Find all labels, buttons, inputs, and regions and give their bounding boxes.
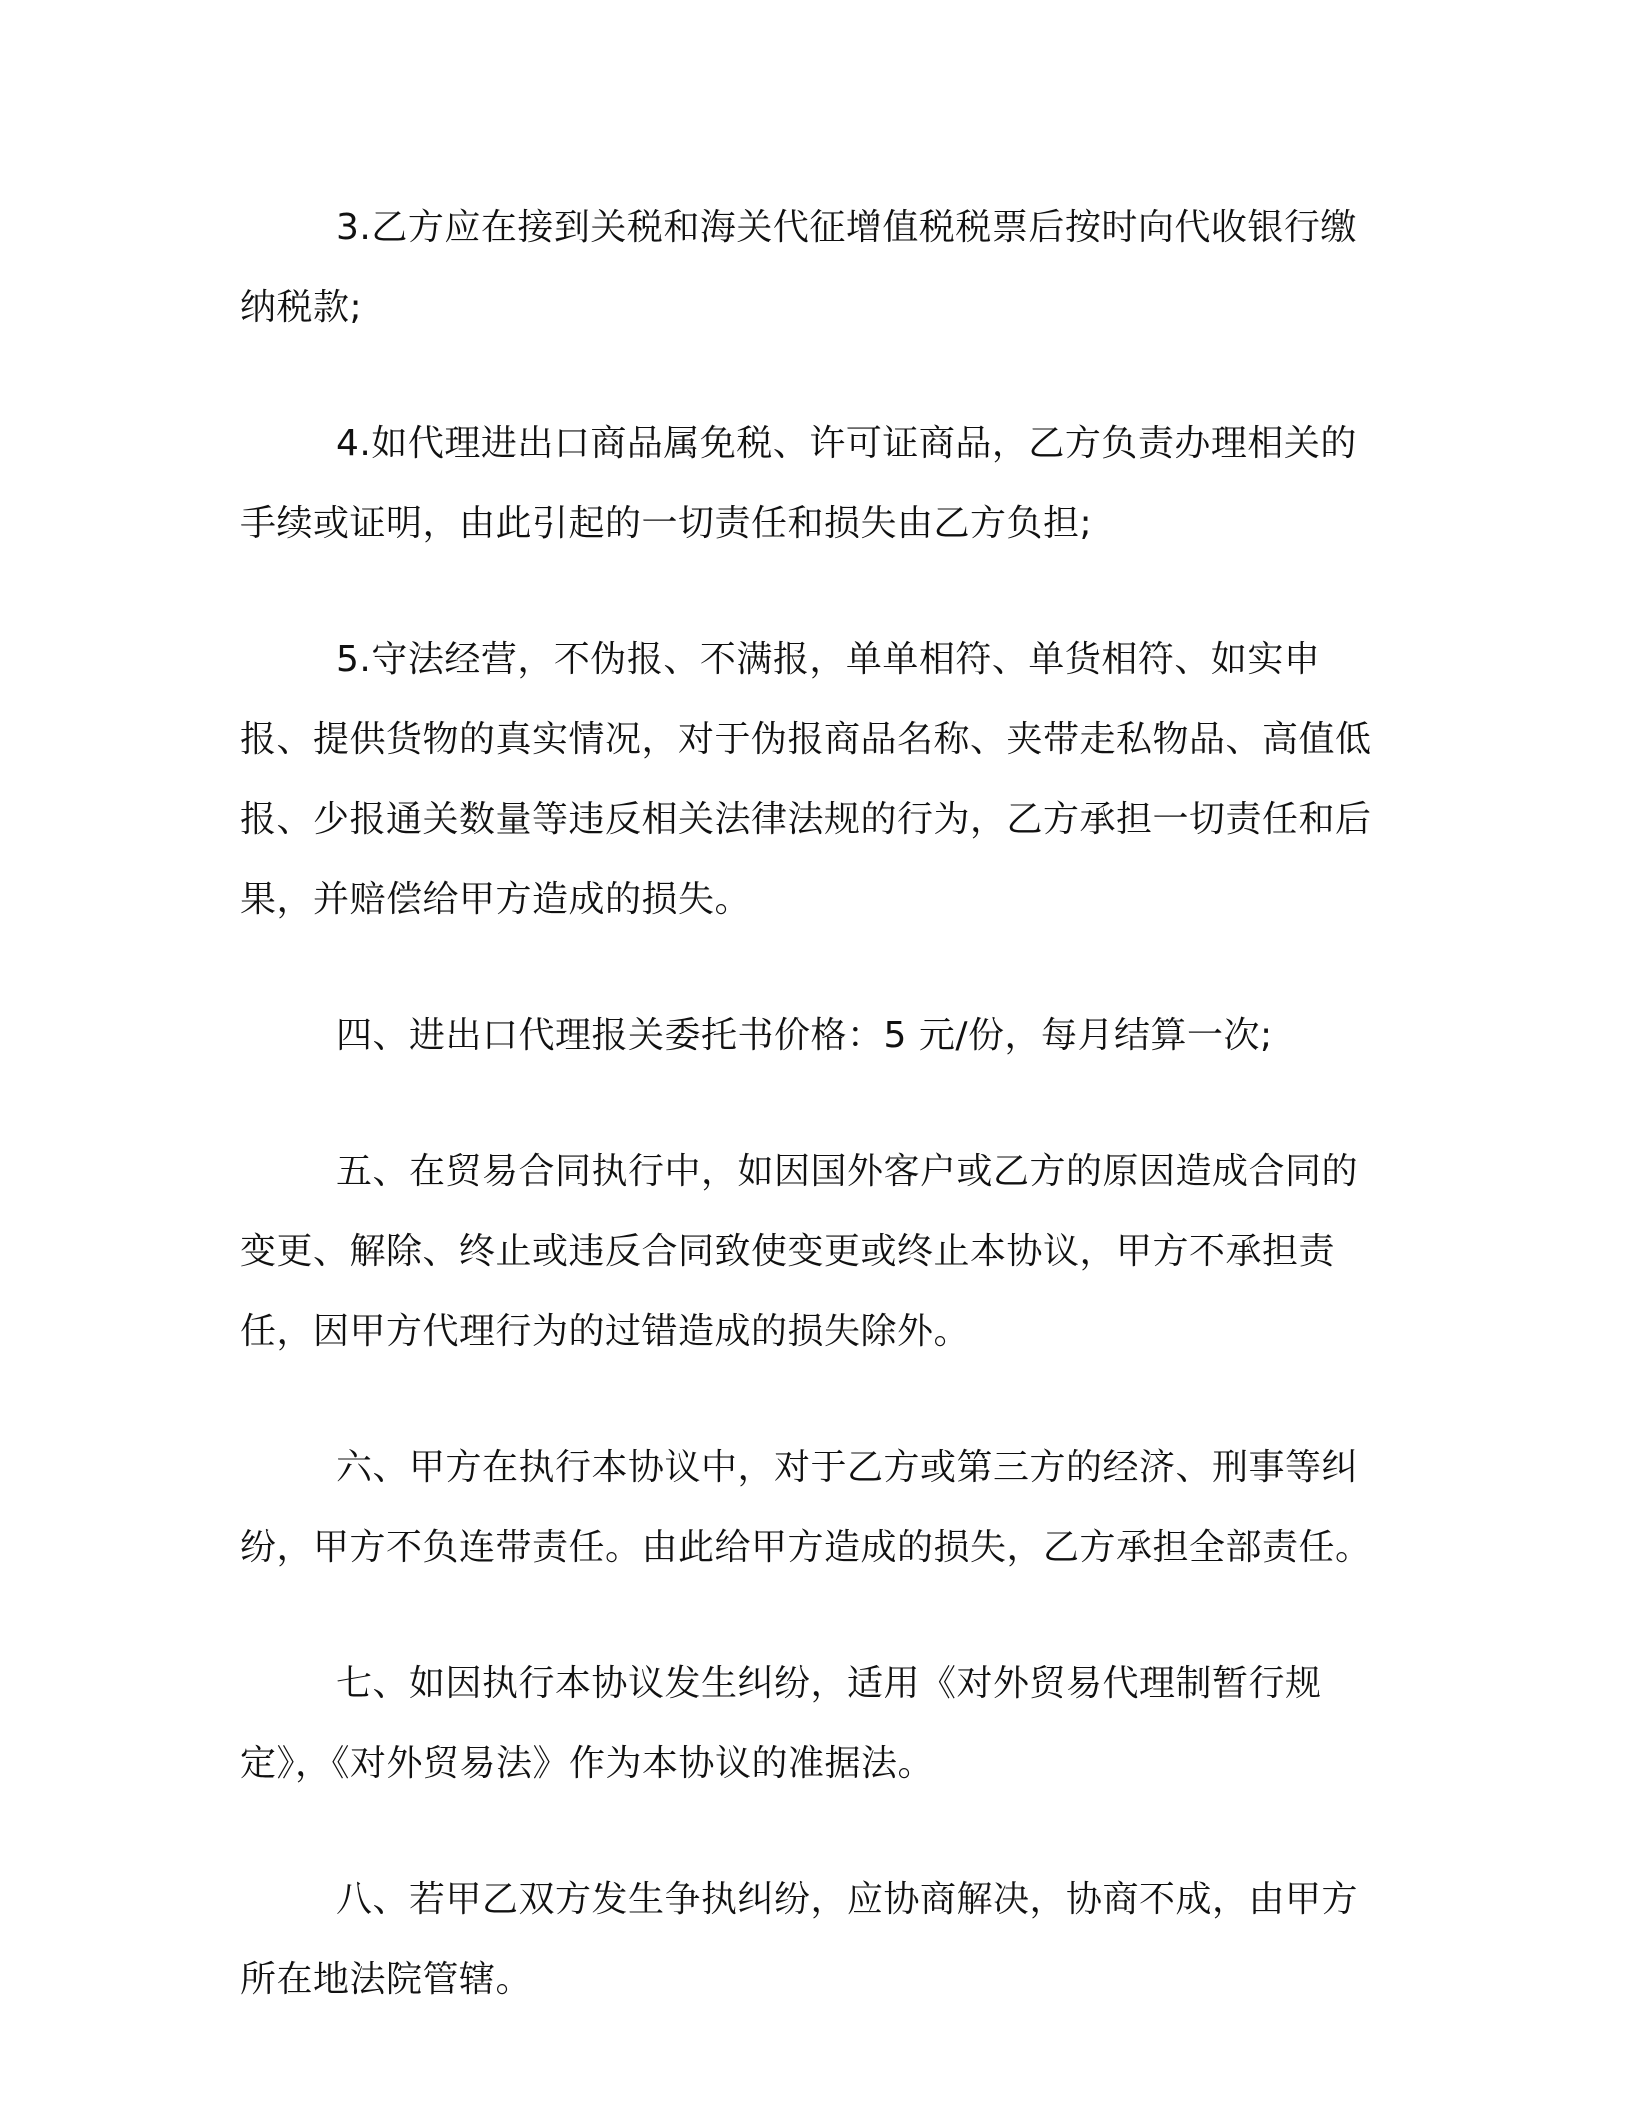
clause-3-tax-payment: 3.乙方应在接到关税和海关代征增值税税票后按时向代收银行缴纳税款;: [240, 207, 1357, 328]
section-7-governing-law: 七、如因执行本协议发生纠纷，适用《对外贸易代理制暂行规定》，《对外贸易法》作为本协议的准据法。: [240, 1663, 1322, 1784]
section-4-price: 四、进出口代理报关委托书价格：5 元/份，每月结算一次;: [336, 1015, 1273, 1056]
document-body: [240, 188, 1392, 2076]
clause-4-license-goods: 4.如代理进出口商品属免税、许可证商品，乙方负责办理相关的手续或证明，由此引起的一切责任和损失由乙方负担;: [240, 423, 1357, 544]
section-5-contract-change: 五、在贸易合同执行中，如因国外客户或乙方的原因造成合同的变更、解除、终止或违反合同致使变更或终止本协议，甲方不承担责任，因甲方代理行为的过错造成的损失除外。: [240, 1151, 1359, 1352]
clause-5-lawful-declaration: 5.守法经营，不伪报、不满报，单单相符、单货相符、如实申报、提供货物的真实情况，对于伪报商品名称、夹带走私物品、高值低报、少报通关数量等违反相关法律法规的行为，乙方承担一切责任和后果，并赔偿给甲方造成的损失。: [240, 639, 1372, 920]
section-6-disputes-liability: 六、甲方在执行本协议中，对于乙方或第三方的经济、刑事等纠纷，甲方不负连带责任。由此给甲方造成的损失，乙方承担全部责任。: [240, 1447, 1372, 1568]
section-8-jurisdiction: 八、若甲乙双方发生争执纠纷，应协商解决，协商不成，由甲方所在地法院管辖。: [240, 1879, 1359, 2000]
